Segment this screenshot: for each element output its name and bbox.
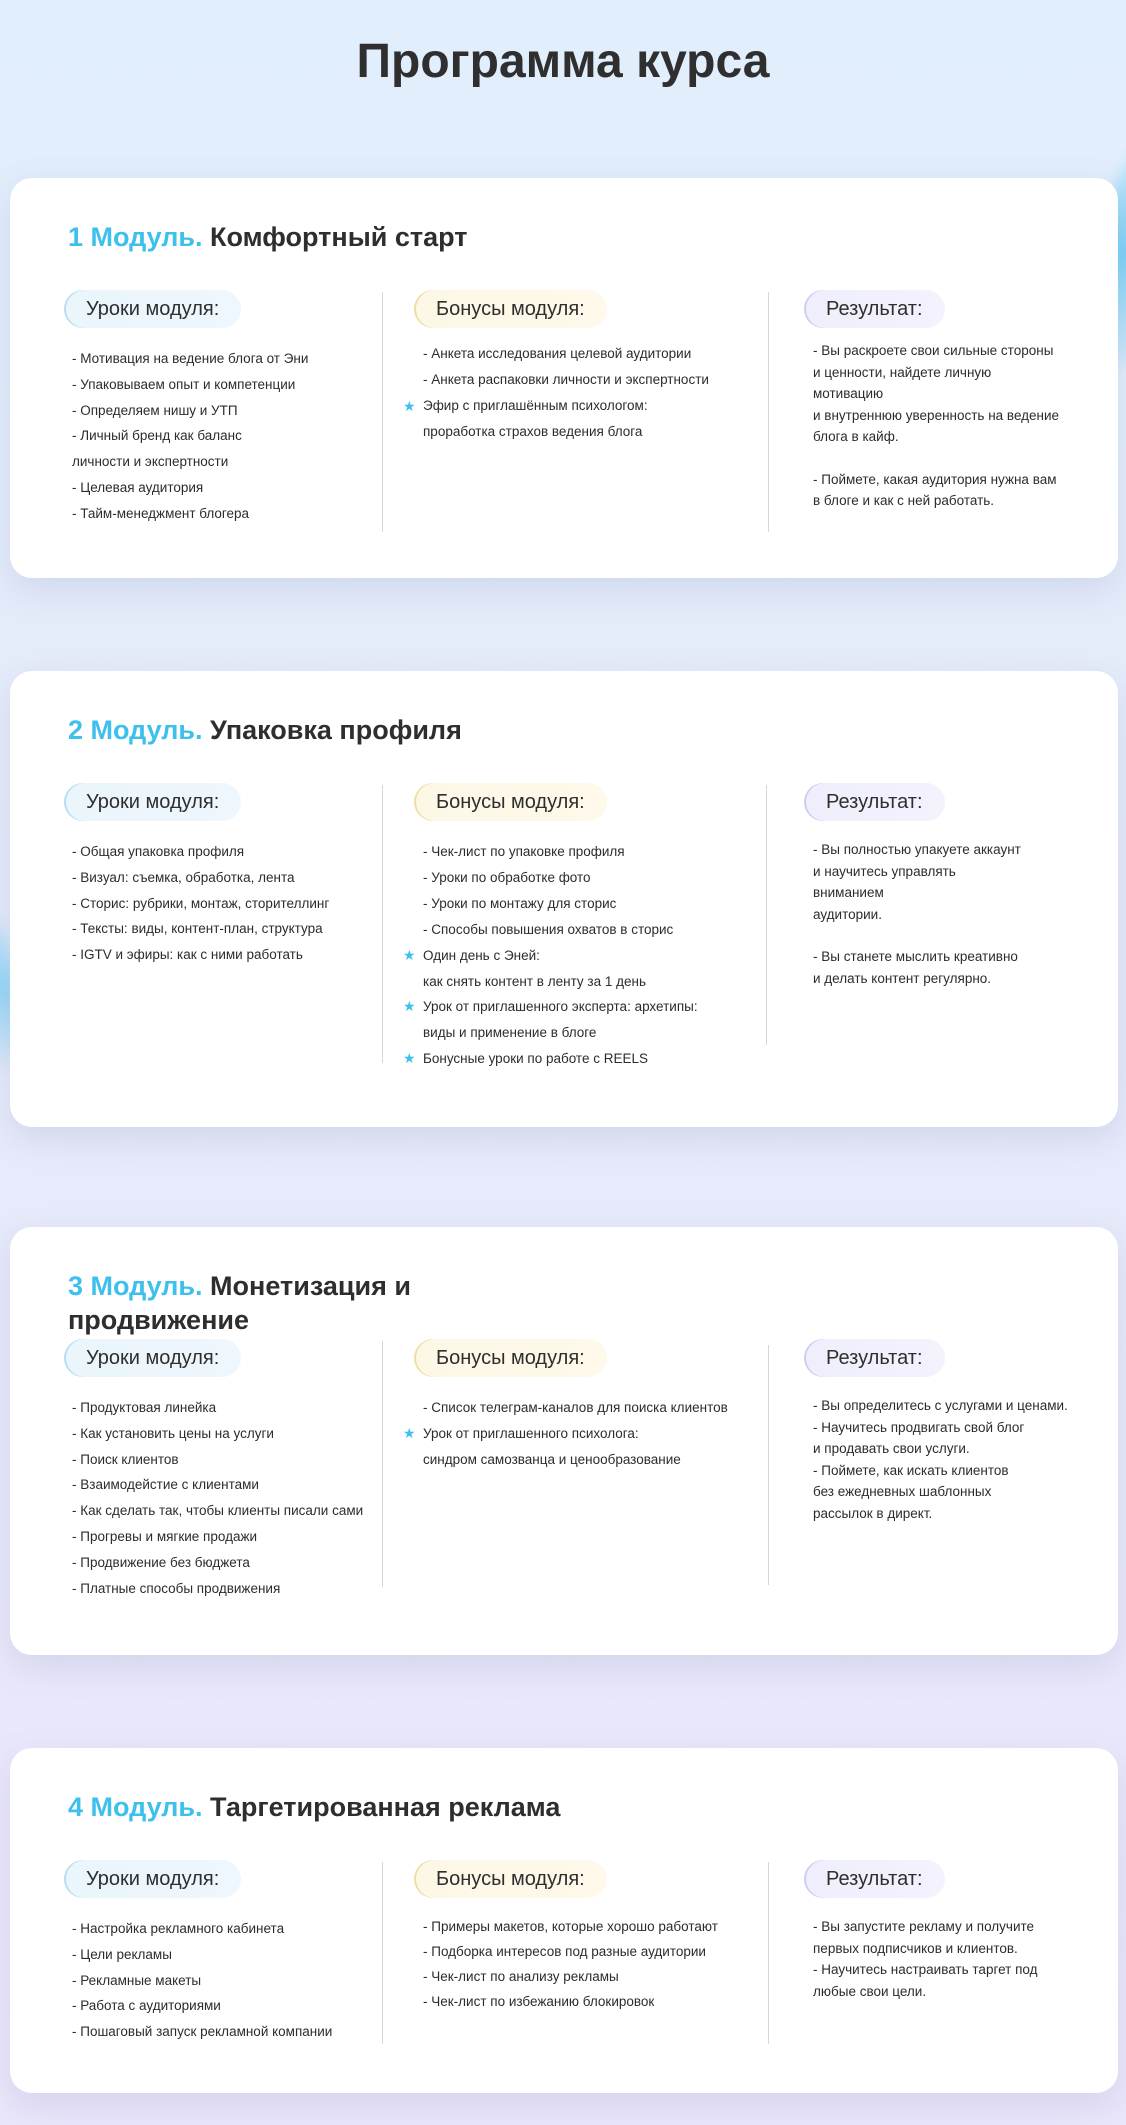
list-item: - Уроки по обработке фото — [423, 869, 591, 885]
module-title — [68, 1790, 588, 1824]
list-item: - Уроки по монтажу для сторис — [423, 895, 617, 911]
result-text — [813, 1395, 1068, 1524]
module-card-4 — [10, 1748, 1118, 2093]
list-item: синдром самозванца и ценообразование — [423, 1451, 681, 1467]
bonuses-label: Бонусы модуля: — [414, 783, 607, 821]
result-label: Результат: — [804, 290, 945, 328]
page-title: Программа курса — [356, 35, 770, 88]
bonuses-label: Бонусы модуля: — [414, 1860, 607, 1898]
module-number: 4 Модуль. — [68, 1792, 203, 1822]
list-item: - Прогревы и мягкие продажи — [72, 1528, 258, 1544]
result-line: и делать контент регулярно. — [813, 970, 992, 986]
list-item: - Чек-лист по анализу рекламы — [423, 1969, 619, 1984]
column-divider — [382, 1341, 383, 1587]
module-title — [68, 1269, 588, 1337]
result-label: Результат: — [804, 1339, 945, 1377]
list-item: - Пошаговый запуск рекламной компании — [72, 2024, 333, 2040]
module-name: Монетизация и продвижение — [68, 1271, 411, 1335]
result-line: - Вы полностью упакуете аккаунт — [813, 842, 1021, 857]
result-line: аудитории. — [813, 906, 882, 922]
list-item: - Подборка интересов под разные аудитории — [423, 1944, 706, 1959]
list-item: личности и экспертности — [72, 454, 229, 470]
module-name: Комфортный старт — [210, 222, 468, 252]
list-item-starred: ★ Бонусные уроки по работе с REELS — [423, 1046, 698, 1072]
result-line: и научитесь управлять — [813, 863, 956, 879]
module-card-2 — [10, 671, 1118, 1127]
list-item: - Общая упаковка профиля — [72, 844, 245, 859]
bonuses-list — [423, 1395, 728, 1472]
lessons-list — [72, 839, 329, 968]
module-card-1 — [10, 178, 1118, 578]
result-line: вниманием — [813, 885, 884, 900]
result-line: - Поймете, какая аудитория нужна вам — [813, 471, 1057, 487]
list-item: - Настройка рекламного кабинета — [72, 1921, 285, 1936]
column-divider — [766, 785, 767, 1045]
column-divider — [768, 292, 769, 532]
list-item: - Цели рекламы — [72, 1946, 172, 1962]
list-item: - Чек-лист по упаковке профиля — [423, 844, 625, 859]
bonuses-list — [423, 1914, 718, 2014]
result-line: - Вы определитесь с услугами и ценами. — [813, 1398, 1068, 1413]
bonuses-list — [423, 341, 709, 445]
list-item: - Как сделать так, чтобы клиенты писали сами — [72, 1503, 364, 1519]
module-number: 2 Модуль. — [68, 715, 203, 745]
module-name: Упаковка профиля — [210, 715, 462, 745]
list-item: - Чек-лист по избежанию блокировок — [423, 1994, 655, 2009]
list-item: - Примеры макетов, которые хорошо работают — [423, 1919, 718, 1934]
result-line: любые свои цели. — [813, 1983, 927, 1999]
result-line: блога в кайф. — [813, 429, 899, 444]
column-divider — [382, 1862, 383, 2044]
lessons-list — [72, 346, 308, 527]
list-item: виды и применение в блоге — [423, 1025, 597, 1041]
module-title — [68, 220, 588, 254]
result-line: - Вы раскроете свои сильные стороны — [813, 343, 1054, 358]
module-name: Таргетированная реклама — [210, 1792, 561, 1822]
column-divider — [768, 1862, 769, 2044]
result-line: мотивацию — [813, 386, 884, 401]
result-line: без ежедневных шаблонных — [813, 1484, 992, 1499]
lessons-label: Уроки модуля: — [64, 1860, 241, 1898]
module-number: 1 Модуль. — [68, 222, 203, 252]
lessons-label: Уроки модуля: — [64, 783, 241, 821]
list-item: - Взаимодейстие с клиентами — [72, 1477, 259, 1493]
result-line: рассылок в директ. — [813, 1505, 933, 1521]
bonuses-label: Бонусы модуля: — [414, 1339, 607, 1377]
module-card-3 — [10, 1227, 1118, 1655]
list-item: - Мотивация на ведение блога от Эни — [72, 351, 309, 366]
column-divider — [382, 292, 383, 532]
column-divider — [382, 785, 383, 1063]
list-item: - Анкета распаковки личности и экспертности — [423, 372, 709, 387]
list-item-starred: ★ Один день с Эней: — [423, 943, 698, 969]
list-item: - Определяем нишу и УТП — [72, 402, 238, 418]
column-divider — [768, 1345, 769, 1585]
result-label: Результат: — [804, 783, 945, 821]
list-item-starred: ★ Эфир с приглашённым психологом: — [423, 393, 709, 419]
result-line: и ценности, найдете личную — [813, 364, 992, 380]
list-item-starred: ★ Урок от приглашенного эксперта: архетипы: — [423, 994, 698, 1020]
result-text — [813, 340, 1059, 512]
list-item: - Целевая аудитория — [72, 479, 204, 495]
list-item: - Способы повышения охватов в сторис — [423, 921, 674, 937]
result-line: - Научитесь продвигать свой блог — [813, 1419, 1025, 1435]
result-line: в блоге и как с ней работать. — [813, 493, 995, 508]
list-item: - Платные способы продвижения — [72, 1580, 281, 1596]
result-line: - Поймете, как искать клиентов — [813, 1462, 1009, 1478]
list-item: - Визуал: съемка, обработка, лента — [72, 869, 295, 885]
result-text — [813, 839, 1021, 989]
result-line: - Вы запустите рекламу и получите — [813, 1919, 1035, 1934]
module-title — [68, 713, 588, 747]
module-number: 3 Модуль. — [68, 1271, 203, 1301]
result-label: Результат: — [804, 1860, 945, 1898]
result-line: и внутреннюю уверенность на ведение — [813, 407, 1060, 423]
list-item-starred: ★ Урок от приглашенного психолога: — [423, 1421, 728, 1447]
list-item: проработка страхов ведения блога — [423, 424, 643, 439]
lessons-label: Уроки модуля: — [64, 290, 241, 328]
list-item: - Как установить цены на услуги — [72, 1425, 274, 1441]
result-line: - Научитесь настраивать таргет под — [813, 1962, 1038, 1977]
lessons-label: Уроки модуля: — [64, 1339, 241, 1377]
lessons-list — [72, 1395, 363, 1601]
list-item: как снять контент в ленту за 1 день — [423, 973, 646, 989]
list-item: - Личный бренд как баланс — [72, 428, 242, 444]
list-item: - Рекламные макеты — [72, 1972, 202, 1988]
list-item: - Сторис: рубрики, монтаж, сторителлинг — [72, 895, 330, 911]
result-text — [813, 1916, 1037, 2002]
result-line: первых подписчиков и клиентов. — [813, 1940, 1018, 1956]
list-item: - Продуктовая линейка — [72, 1400, 217, 1415]
list-item: - Работа с аудиториями — [72, 1998, 221, 2014]
list-item: - Тайм-менеджмент блогера — [72, 505, 250, 521]
result-line: - Вы станете мыслить креативно — [813, 949, 1018, 964]
list-item: - Тексты: виды, контент-план, структура — [72, 921, 323, 937]
list-item: - Упаковываем опыт и компетенции — [72, 376, 296, 392]
result-line: и продавать свои услуги. — [813, 1441, 970, 1456]
list-item: - Поиск клиентов — [72, 1451, 179, 1467]
list-item: - Продвижение без бюджета — [72, 1554, 250, 1570]
bonuses-label: Бонусы модуля: — [414, 290, 607, 328]
list-item: - Список телеграм-каналов для поиска клиентов — [423, 1400, 728, 1415]
list-item: - Анкета исследования целевой аудитории — [423, 346, 692, 361]
lessons-list — [72, 1916, 332, 2045]
list-item: - IGTV и эфиры: как с ними работать — [72, 947, 303, 963]
bonuses-list — [423, 839, 698, 1072]
